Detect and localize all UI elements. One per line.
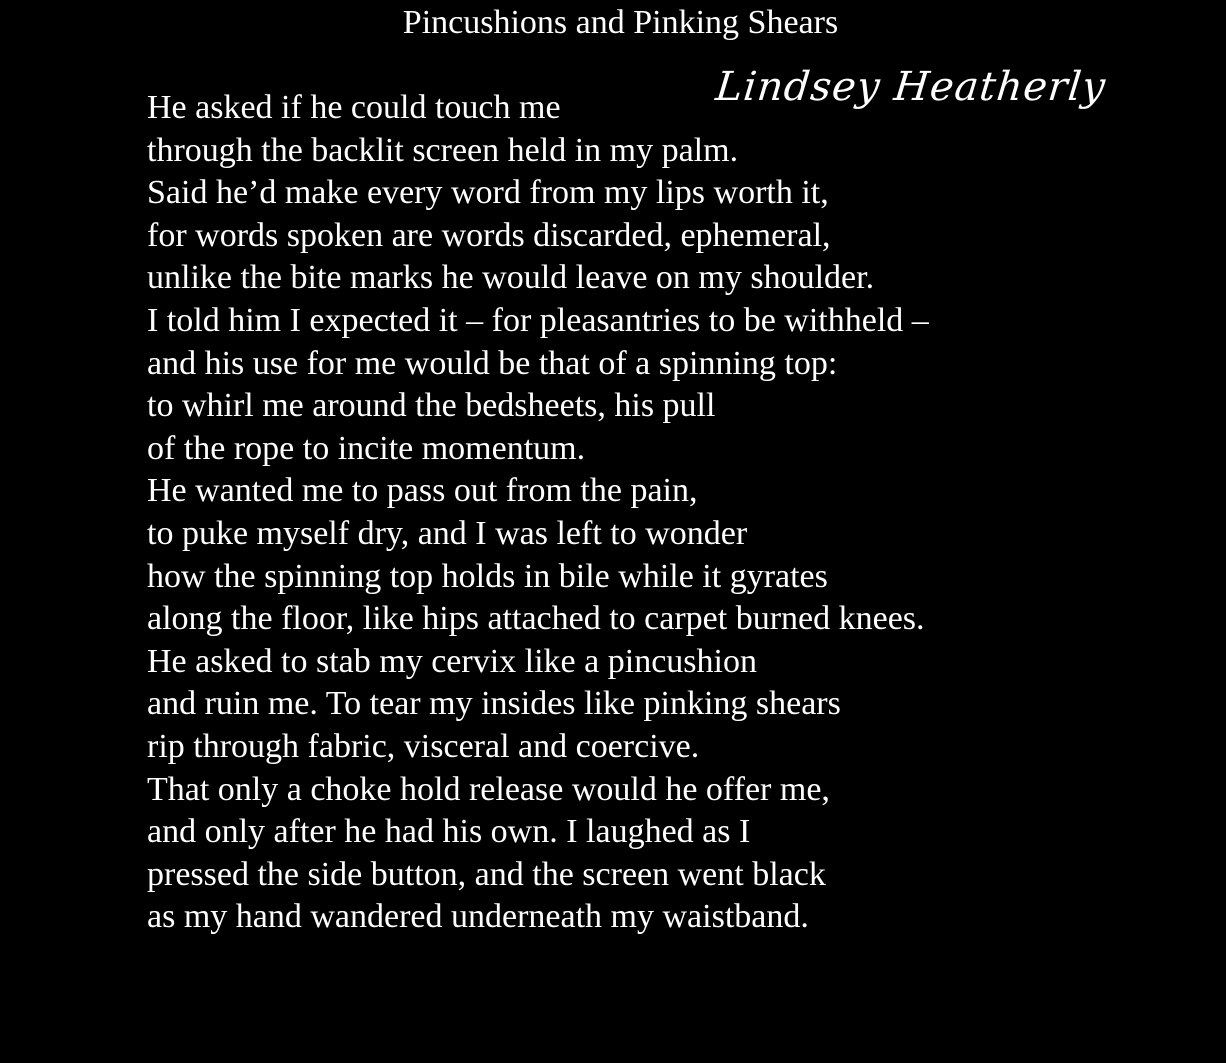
poem-line: and ruin me. To tear my insides like pinking shears [147,685,841,723]
poem-line: I told him I expected it – for pleasantries to be withheld – [147,301,929,339]
poem-line: how the spinning top holds in bile while it gyrates [147,557,828,595]
poem-line: unlike the bite marks he would leave on my shoulder. [147,259,875,297]
poem-line: He wanted me to pass out from the pain, [147,472,698,510]
poem-body [147,87,929,939]
poem-line: rip through fabric, visceral and coercive. [147,727,700,765]
poem-line: That only a choke hold release would he offer me, [147,770,830,808]
poem-line: Said he’d make every word from my lips worth it, [147,174,829,212]
poem-line: along the floor, like hips attached to carpet burned knees. [147,600,925,638]
poem-line: and only after he had his own. I laughed as I [147,813,751,851]
poem-line: of the rope to incite momentum. [147,429,586,467]
poem-line: and his use for me would be that of a spinning top: [147,344,838,382]
poem-line: pressed the side button, and the screen went black [147,855,826,893]
poem-title: Pincushions and Pinking Shears [402,4,839,41]
poem-line: for words spoken are words discarded, ephemeral, [147,216,831,254]
author-signature: Lindsey Heatherly [713,64,1109,110]
poem-line: He asked if he could touch me [147,89,561,126]
poem-line: to puke myself dry, and I was left to wonder [147,514,748,552]
poem-line: He asked to stab my cervix like a pincushion [147,642,757,680]
poem-line: through the backlit screen held in my palm. [147,131,739,169]
poem-line: to whirl me around the bedsheets, his pull [147,387,716,425]
poem-line: as my hand wandered underneath my waistband. [147,898,809,936]
